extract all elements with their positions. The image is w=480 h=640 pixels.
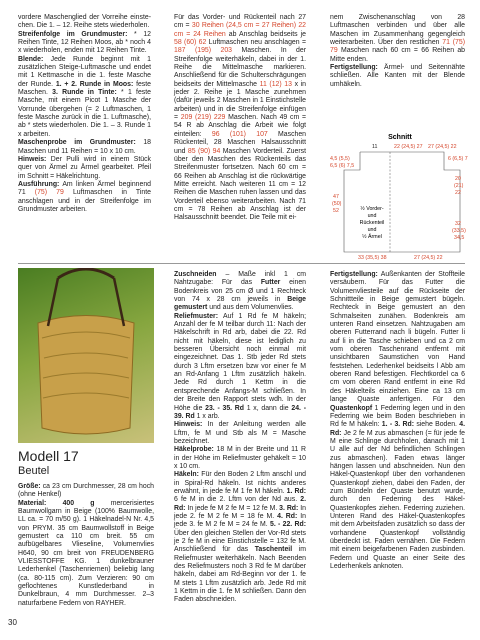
- column-1-text: [18, 14, 151, 214]
- text: 1 Federring legen und in den Federring wie beim Boden beschrieben in Rd fe M häkeln:: [330, 404, 465, 429]
- ausfuehrung-text-2: Luftmaschen in Tinte anschlagen und in der Streifenfolge im Grundmuster arbeiten.: [18, 189, 151, 213]
- label: Taschenteil: [254, 546, 293, 554]
- bag-photo: [18, 268, 154, 443]
- model-title: Modell 17: [18, 448, 79, 464]
- measure-47: 47: [333, 194, 339, 200]
- text: im Reliefmuster weiterhäkeln. Nach Beenden des Reliefmusters noch 3 Rd fe M darüber häkeln, dabei am Rd-Beginn vor der 1. fe M stets 1 Lftm zusätzlich arb. Jede Rd mit 1 Kettm in die 1. fe M schließen. Dann den Faden abschneiden.: [174, 546, 306, 604]
- label: 3. Rd:: [279, 504, 299, 512]
- runde-1-label: 1. + 2. Runde in Moos:: [55, 80, 134, 88]
- measure-4-5: 4,5 (5,5): [330, 156, 350, 162]
- measure-6: 6 (6,5) 7: [448, 156, 468, 162]
- measure-50: (50): [332, 201, 342, 207]
- label: 2. Rd:: [174, 496, 306, 512]
- text: und aus dem Volumenvlies.: [207, 304, 294, 312]
- text: Maschen Vorderteil. Zuerst über den Maschen des Rückenteils das Streifenmuster fortsetzen. Nach 60 cm = 66 Reihen ab Anschlag ist die rückwärtige Mitte erreicht. Nach weiteren 11 cm = 12 Reihen die Maschen ruhen lassen und das Vorderteil ebenso weiterarbeiten. Nach 71 cm = 78 Reihen ab Anschlag ist der Halsausschnitt beendet. Die Teile mit ei-: [174, 147, 306, 222]
- section-divider: [18, 263, 465, 264]
- streifenfolge-label: Streifenfolge im Grundmuster:: [18, 30, 128, 38]
- highlight: 71 (75) 79: [330, 39, 465, 55]
- measure-11: 11: [372, 144, 378, 150]
- label: Futter: [260, 279, 281, 287]
- label: 24. - 39. Rd: [174, 404, 306, 420]
- column-3-text: [330, 14, 465, 89]
- text: – Maße inkl 1 cm Nahtzugabe: Für das: [174, 271, 306, 287]
- text: ab Anschlag beidseits je: [225, 30, 306, 38]
- material-label: Material: 400 g: [18, 499, 95, 507]
- label: Häkeln:: [174, 471, 199, 479]
- highlight: 187 (195) 203: [174, 47, 233, 55]
- highlight: 30 Reihen (24,5 cm = 27 Reihen) 22 cm = 24 Reihen: [174, 22, 306, 38]
- text: 1 x arb.: [194, 412, 220, 420]
- runde-3-text: * 1 feste Masche, mit einem Picot 1 Masche der Vorrunde übergehen (= 2 Luftmaschen, 1 feste Masche zurück in die 1. Luftmasche), ab * stets wiederholen. Die 1. – 3. Runde 1 x arbeiten.: [18, 89, 151, 138]
- highlight: 58 (60) 62: [174, 39, 207, 47]
- text: x in jeder 2. Reihe je 1 Masche zunehmen (dafür jeweils 2 Maschen in 1 Einstichstelle arbeiten) und in die Streifenfolge einfügen =: [174, 80, 307, 122]
- measure-27b: 27 (24,5) 22: [414, 255, 443, 260]
- hinweis-text: Der Pulli wird in einem Stück quer von Ärmel zu Ärmel gearbeitet. Pfeil im Schnitt = Häkelrichtung.: [18, 155, 151, 180]
- column-2-text: [174, 14, 306, 223]
- schnitt-title: Schnitt: [388, 134, 412, 141]
- model-materials: [18, 483, 154, 608]
- fertigstellung-text: Ärmel- und Seitennähte schließen. Alle Kanten mit der Blende umhäkeln.: [330, 64, 465, 88]
- measure-22: 22 (24,5) 27: [394, 144, 423, 150]
- model-subtitle: Beutel: [18, 465, 50, 477]
- page-number: 30: [8, 618, 17, 627]
- highlight: 85 (90) 94: [187, 147, 221, 155]
- text: Maschen. Nach 49 cm = 54 R ab Anschlag die Arbeit wie folgt einteilen:: [174, 114, 306, 138]
- text: einen Bodenkreis von 25 cm Ø und 1 Rechteck von 74 x 28 cm jeweils in: [174, 279, 307, 304]
- runde-3-label: 3. Runde in Tinte:: [52, 89, 117, 97]
- schnitt-diagram: [330, 130, 470, 260]
- label: Beige gemustert: [174, 296, 306, 312]
- label: Häkelprobe:: [174, 446, 214, 454]
- label-vorder: ½ Vorder-: [360, 206, 384, 212]
- streifenfolge-text: * 12 Reihen Tinte, 12 Reihen Moos, ab * noch 4 x wiederholen, enden mit 12 Reihen Tinte.: [18, 30, 151, 55]
- measure-52: 52: [333, 208, 339, 214]
- hinweis-label: Hinweis:: [18, 155, 47, 163]
- bag-illustration: [18, 268, 154, 443]
- measure-21: (21): [454, 183, 464, 189]
- label: Fertigstellung:: [330, 271, 378, 278]
- label-rueckenteil: Rückenteil: [359, 220, 385, 226]
- column-3-bottom: [330, 271, 465, 571]
- measure-33: 33 (35,5) 38: [358, 255, 387, 260]
- text: Über den gleichen Stellen der Vor-Rd stets je 2 fe M in eine Einstichstelle = 132 fe M. Anschließend für das: [174, 529, 306, 554]
- measure-22b: 22: [455, 190, 461, 196]
- blende-text: Jede Runde beginnt mit 1 zusätzlichen Steige-Luftmasche und endet mit 1 Kettmasche in die 1. feste Masche der Runde.: [18, 55, 151, 88]
- measure-34-5: 34,5: [454, 235, 465, 241]
- label: Zuschneiden: [174, 271, 217, 278]
- ausfuehrung-highlight: (75) 79: [34, 189, 64, 197]
- text: In der Anleitung werden alle Lftm, fe M und Stb als M = Masche bezeichnet.: [174, 421, 306, 445]
- highlight: 11 (12) 13: [259, 80, 292, 88]
- fertigstellung-label: Fertigstellung:: [330, 64, 378, 72]
- text: In jede 2. fe M 2 fe M = 18 fe M.: [174, 504, 306, 520]
- maschenprobe-text: 18 Maschen und 11 Reihen = 10 x 10 cm.: [18, 139, 151, 155]
- measure-20: 20: [455, 176, 461, 182]
- text: Auf 1 Rd fe M häkeln; Anzahl der fe M teilbar durch 11: Nach der Häkelschrift in Rd arb, dabei die 22. Rd nicht mit häkeln, diese ist lediglich zu besseren Übersicht noch einmal mit eingezeichnet. Das 1. Stb jeder Rd stets durch 3 Lftm ersetzen bzw vor einer fe M an Rd-Anfang 1 Lftm zusätzlich häkeln. Jede Rd durch 1 Kettm in die entsprechende Anfangs-M schließen. In der Breite den Rapport stets wdh. In der Höhe die: [174, 312, 306, 412]
- ausfuehrung-label: Ausführung:: [18, 180, 60, 188]
- label: Hinweis:: [174, 421, 203, 429]
- material-text: mercerisiertes Baumwollgarn in Beige (100% Baumwolle, LL ca. = 70 m/50 g). 1 Häkelnadel-N Nr. 4,5 von PRYM. 35 cm Baumwollstoff in Beige gemustert ca 110 cm breit. 55 cm aufbügelbares Vlieseline, Volumenvlies H640, 90 cm breit von FREUDENBERG VLIESSTOFFE KG. 1 dunkelbrauner Lederhenkel (Taschenriemen) beliebig lang (ca. 80-115 cm). Zum Verzieren: 90 cm geflochtenes Kunstlederband in Dunkelbraun, 4 mm Durchmesser. 2–3 naturfarbene Federn von RAYHER.: [18, 499, 154, 607]
- measure-32: 32: [455, 221, 461, 227]
- label: 5. - 22. Rd:: [270, 521, 307, 529]
- label: 1. - 3. Rd:: [381, 421, 414, 429]
- text: Maschen Rückenteil, 28 Maschen Halsausschnitt und: [174, 130, 307, 155]
- column-2-bottom: [174, 271, 306, 605]
- label-und-2: und: [367, 227, 377, 233]
- text: =: [183, 22, 192, 30]
- text: In jede fe M 2 fe M = 12 fe M.: [185, 504, 280, 512]
- text: 18 M in der Breite und 11 R in der Höhe im Reliefmuster gehäkelt = 10 x 10 cm.: [174, 446, 306, 470]
- blende-label: Blende:: [18, 55, 44, 63]
- text: In jede 3. fe M 2 fe M = 24 fe M.: [174, 512, 306, 529]
- label: 23. - 35. Rd: [205, 404, 244, 412]
- text: Maschen. In der Streifenfolge weiterhäkeln, dabei in der 1. Reihe die Mittelmasche markieren. Anschließend für die Schulterschrägungen beidseits der Mittelmasche: [174, 47, 306, 88]
- label: Quastenkopf: [330, 404, 373, 412]
- model-title-block: [18, 449, 79, 479]
- text: siehe Boden.: [414, 421, 460, 429]
- groesse-label: Größe:: [18, 483, 41, 490]
- text: Außenkanten der Stoffteile versäubern. Für das Futter die Volumenvliesteile auf die Rückseite der Schnittteile in Beige gemustert bügeln. Rechteck in Beige gemustert an den Schmalseiten zunähen. Bodenkreis am unteren Rand einsetzen. Nahtzugaben am oberen Futterrand nach li bügeln. Futter li auf li in die Tasche schieben und ca 2 cm vom oberen Taschenrand entfernt mit unsichtbaren Saumstichen von Hand feststehen. Lederhenkel beidseits l Abb am oberen Rand befestigen. Flechtkordel ca 6 cm vom oberen Rand entfernt in eine Rd des Häkelteils einziehen. Eine ca 13 cm lange Quaste anfertigen. Für den: [330, 271, 465, 404]
- label: 4. Rd:: [330, 421, 466, 437]
- measure-27: 27 (24,5) 22: [428, 144, 457, 150]
- highlight: 96 (101) 107: [211, 130, 268, 138]
- text: 6 fe M in die 2. Lftm von der Nd aus.: [174, 496, 301, 504]
- label-aermel: ½ Ärmel: [362, 234, 382, 240]
- highlight: 209 (219) 229: [180, 114, 226, 122]
- text: Für den Boden 2 Lftm anschl und in Spiral-Rd häkeln. Ist nichts anderes erwähnt, in jede fe M 1 fe M häkeln.: [174, 471, 306, 495]
- ausfuehrung-text: Am linken Ärmel beginnend 71: [18, 180, 151, 197]
- text: nem Zwischenanschlag von 28 Luftmaschen verbinden und über alle Maschen im Zusammenhang gegengleich weiterarbeiten. Über den restlichen: [330, 14, 465, 47]
- label: 1. Rd:: [286, 487, 306, 495]
- maschenprobe-label: Maschenprobe im Grundmuster:: [18, 139, 136, 147]
- intro-text: vordere Maschenglied der Vorreihe einste-chen. Die 1. – 12. Reihe stets wiederholen.: [18, 14, 151, 30]
- label: Reliefmuster:: [174, 312, 219, 320]
- runde-1-text: feste Maschen.: [18, 80, 152, 97]
- measure-33-5: (33,5): [452, 228, 466, 234]
- measure-6-5: 6,5 (6) 7,5: [330, 163, 355, 169]
- text: 1 x, dann die: [243, 404, 292, 412]
- text: Maschen nach 60 cm = 66 Reihen ab Mitte enden.: [330, 47, 465, 63]
- label-und: und: [367, 213, 377, 219]
- text: Luftmaschen neu anschlagen =: [206, 39, 306, 47]
- label: 4. Rd:: [277, 512, 298, 520]
- groesse-text: ca 23 cm Durchmesser, 28 cm hoch (ohne Henkel): [18, 483, 154, 499]
- text: Für das Vorder- und Rückenteil nach 27 cm: [174, 14, 306, 30]
- text: Je 2 fe M zus abmaschen (= für jede fe M eine Schlinge durchholen, danach mit 1 U alle auf der Nd befindlichen Schlingen zus abmaschen). Faden etwas länger hängen lassen und abschneiden. Nun den Häkel-Quastenkopf über den vorhandenen Quastenkopf ziehen, dabei den Faden, der zum Bündeln der Quaste benutzt wurde, durch den Federring des Häkel-Quastenkopfes ziehen. Federring zuziehen. Unteren Rand des Häkel-Quastenkopfes mit dem Arbeitsfaden zusätzlich so dass der vorhandene Quastenkopf vollständig überdeckt ist. Faden vernähen. Die Federn mit einem beigefarbenen Faden zusbinden. Federn und Quaste an einer Seite des Lederhenkels anknoten.: [330, 429, 465, 571]
